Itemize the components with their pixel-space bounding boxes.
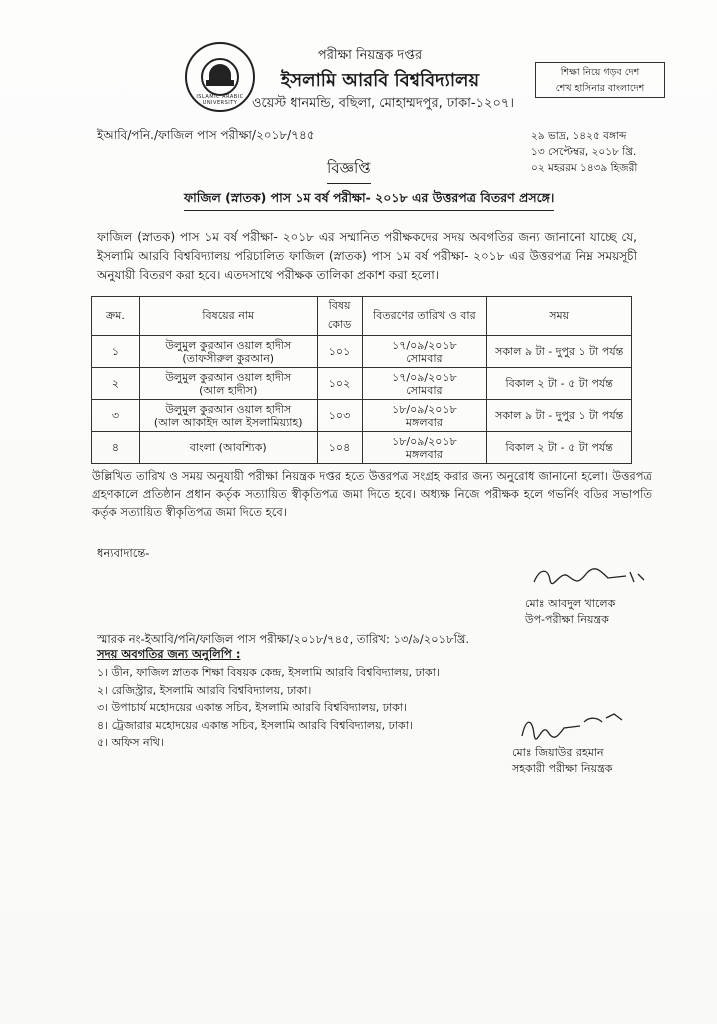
list-item: ৪। ট্রেজারার মহোদয়ের একান্ত সচিব, ইসলামি আরবি বিশ্ববিদ্যালয়, ঢাকা। <box>97 718 413 732</box>
date-bangla: ২৯ ভাদ্র, ১৪২৫ বঙ্গাব্দ <box>531 130 627 142</box>
cell-subject <box>139 400 317 432</box>
cell-date <box>362 432 487 464</box>
cell-date <box>362 368 487 400</box>
header-time: সময় <box>487 297 632 336</box>
cell-serial: ১ <box>92 336 140 368</box>
cell-code: ১০১ <box>317 336 362 368</box>
date-value: ১৮/০৯/২০১৮ <box>392 402 457 416</box>
header-subject: বিষয়ের নাম <box>139 297 317 336</box>
university-address: ওয়েস্ট ধানমন্ডি, বছিলা, মোহাম্মদপুর, ঢাকা-১২০৭। <box>251 96 515 111</box>
header-code: বিষয় কোড <box>317 297 362 336</box>
date-value: ১৮/০৯/২০১৮ <box>392 434 457 448</box>
signatory-2-name: মোঃ জিয়াউর রহমান <box>512 746 604 759</box>
cell-serial: ২ <box>92 368 140 400</box>
table-header-row <box>92 297 632 336</box>
list-item: ২। রেজিস্ট্রার, ইসলামি আরবি বিশ্ববিদ্যালয়, ঢাকা। <box>97 683 312 697</box>
slogan-box <box>535 62 665 98</box>
cc-list <box>97 664 440 752</box>
logo-text: ISLAMIC ARABIC UNIVERSITY <box>196 94 244 106</box>
cell-serial: ৩ <box>92 400 140 432</box>
logo-dome-icon <box>209 64 231 80</box>
body-paragraph: ফাজিল (স্নাতক) পাস ১ম বর্ষ পরীক্ষা- ২০১৮ এর সম্মানিত পরীক্ষকদের সদয় অবগতির জন্য জানানো যাচ্ছে যে, ইসলামি আরবি বিশ্ববিদ্যালয় পরিচালিত ফাজিল (স্নাতক) পাস ১ম বর্ষ পরীক্ষা- ২০১৮ এর উত্তরপত্র নিম্ন সময়সূচী অনুযায়ী বিতরণ করা হবে। এতদসাথে পরীক্ষক তালিকা প্রকাশ করা হলো। <box>97 230 637 282</box>
cell-subject <box>139 336 317 368</box>
date-value: ১৭/০৯/২০১৮ <box>392 338 457 352</box>
office-name: পরীক্ষা নিয়ন্ত্রক দপ্তর <box>317 48 423 63</box>
closing-text: ধন্যবাদান্তে- <box>97 546 150 560</box>
cell-code: ১০৩ <box>317 400 362 432</box>
header-serial: ক্রম. <box>92 297 140 336</box>
day-value: মঙ্গলবার <box>405 415 443 429</box>
table-row <box>92 432 632 464</box>
cell-code: ১০৪ <box>317 432 362 464</box>
day-value: সোমবার <box>406 351 443 365</box>
signatory-2-block <box>512 745 612 777</box>
day-value: সোমবার <box>406 383 443 397</box>
university-name: ইসলামি আরবি বিশ্ববিদ্যালয় <box>280 70 480 91</box>
cell-code: ১০২ <box>317 368 362 400</box>
slogan-line-1: শিক্ষা নিয়ে গড়ব দেশ <box>560 67 640 78</box>
table-row <box>92 400 632 432</box>
cell-date <box>362 336 487 368</box>
logo-base <box>206 80 234 86</box>
list-item: ৫। অফিস নথি। <box>97 736 164 749</box>
date-gregorian: ১৩ সেপ্টেম্বর, ২০১৮ খ্রি. <box>531 146 637 158</box>
signatory-2-title: সহকারী পরীক্ষা নিয়ন্ত্রক <box>512 762 613 775</box>
cell-time: বিকাল ২ টা - ৫ টা পর্যন্ত <box>487 432 632 464</box>
cell-date <box>362 400 487 432</box>
subject-line-2: (আল হাদীস) <box>199 383 258 397</box>
cell-time: সকাল ৯ টা - দুপুর ১ টা পর্যন্ত <box>487 400 632 432</box>
table-row <box>92 336 632 368</box>
table-row <box>92 368 632 400</box>
cell-time: বিকাল ২ টা - ৫ টা পর্যন্ত <box>487 368 632 400</box>
signature-2 <box>518 708 628 742</box>
signatory-1-block <box>525 596 615 628</box>
distribution-schedule-table <box>91 296 632 464</box>
cell-subject <box>139 432 317 464</box>
date-value: ১৭/০৯/২০১৮ <box>392 370 457 384</box>
notice-subject: ফাজিল (স্নাতক) পাস ১ম বর্ষ পরীক্ষা- ২০১৮ এর উত্তরপত্র বিতরণ প্রসঙ্গে। <box>184 190 554 211</box>
subject-line-1: উলুমুল কুরআন ওয়াল হাদীস <box>165 402 292 416</box>
notice-title: বিজ্ঞপ্তি <box>327 157 371 184</box>
header-date: বিতরণের তারিখ ও বার <box>362 297 487 336</box>
cell-serial: ৪ <box>92 432 140 464</box>
signature-1 <box>530 566 650 588</box>
reference-number: ইআবি/পনি./ফাজিল পাস পরীক্ষা/২০১৮/৭৪৫ <box>97 128 315 142</box>
cc-heading: সদয় অবগতির জন্য অনুলিপি : <box>97 647 241 661</box>
subject-line-1: উলুমুল কুরআন ওয়াল হাদীস <box>165 370 292 384</box>
signatory-1-title: উপ-পরীক্ষা নিয়ন্ত্রক <box>525 613 609 626</box>
slogan-line-2: শেখ হাসিনার বাংলাদেশ <box>555 83 645 94</box>
cell-time: সকাল ৯ টা - দুপুর ১ টা পর্যন্ত <box>487 336 632 368</box>
date-hijri: ০২ মহররম ১৪৩৯ হিজরী <box>531 162 638 174</box>
signatory-1-name: মোঃ আবদুল খালেক <box>525 597 616 610</box>
cell-subject <box>139 368 317 400</box>
memo-reference: স্মারক নং-ইআবি/পনি/ফাজিল পাস পরীক্ষা/২০১৮/৭৪৫, তারিখ: ১৩/৯/২০১৮খ্রি. <box>97 632 470 646</box>
list-item: ৩। উপাচার্য মহোদয়ের একান্ত সচিব, ইসলামি আরবি বিশ্ববিদ্যালয়, ঢাকা। <box>97 701 407 714</box>
subject-line-2: (আল আকাইদ আল ইসলামিয়্যাহ) <box>153 415 303 429</box>
body-paragraph-2: উল্লিখিত তারিখ ও সময় অনুযায়ী পরীক্ষা নিয়ন্ত্রক দপ্তর হতে উত্তরপত্র সংগ্রহ করার জন্য অনুরোধ জানানো হলো। উত্তরপত্র গ্রহণকালে প্রতিষ্ঠান প্রধান কর্তৃক সত্যায়িত স্বীকৃতিপত্র জমা দিতে হবে। অধ্যক্ষ নিজে পরীক্ষক হলে গভর্নিং বডির সভাপতি কর্তৃক সত্যায়িত স্বীকৃতিপত্র জমা দিতে হবে। <box>92 469 652 519</box>
subject-line-1: উলুমুল কুরআন ওয়াল হাদীস <box>165 338 292 352</box>
subject-line-1: বাংলা (আবশ্যিক) <box>189 441 267 454</box>
day-value: মঙ্গলবার <box>405 447 443 461</box>
issue-dates <box>531 128 637 176</box>
subject-line-2: (তাফসীরুল কুরআন) <box>182 351 275 365</box>
list-item: ১। ডীন, ফাজিল স্নাতক শিক্ষা বিষয়ক কেন্দ্র, ইসলামি আরবি বিশ্ববিদ্যালয়, ঢাকা। <box>97 666 440 679</box>
